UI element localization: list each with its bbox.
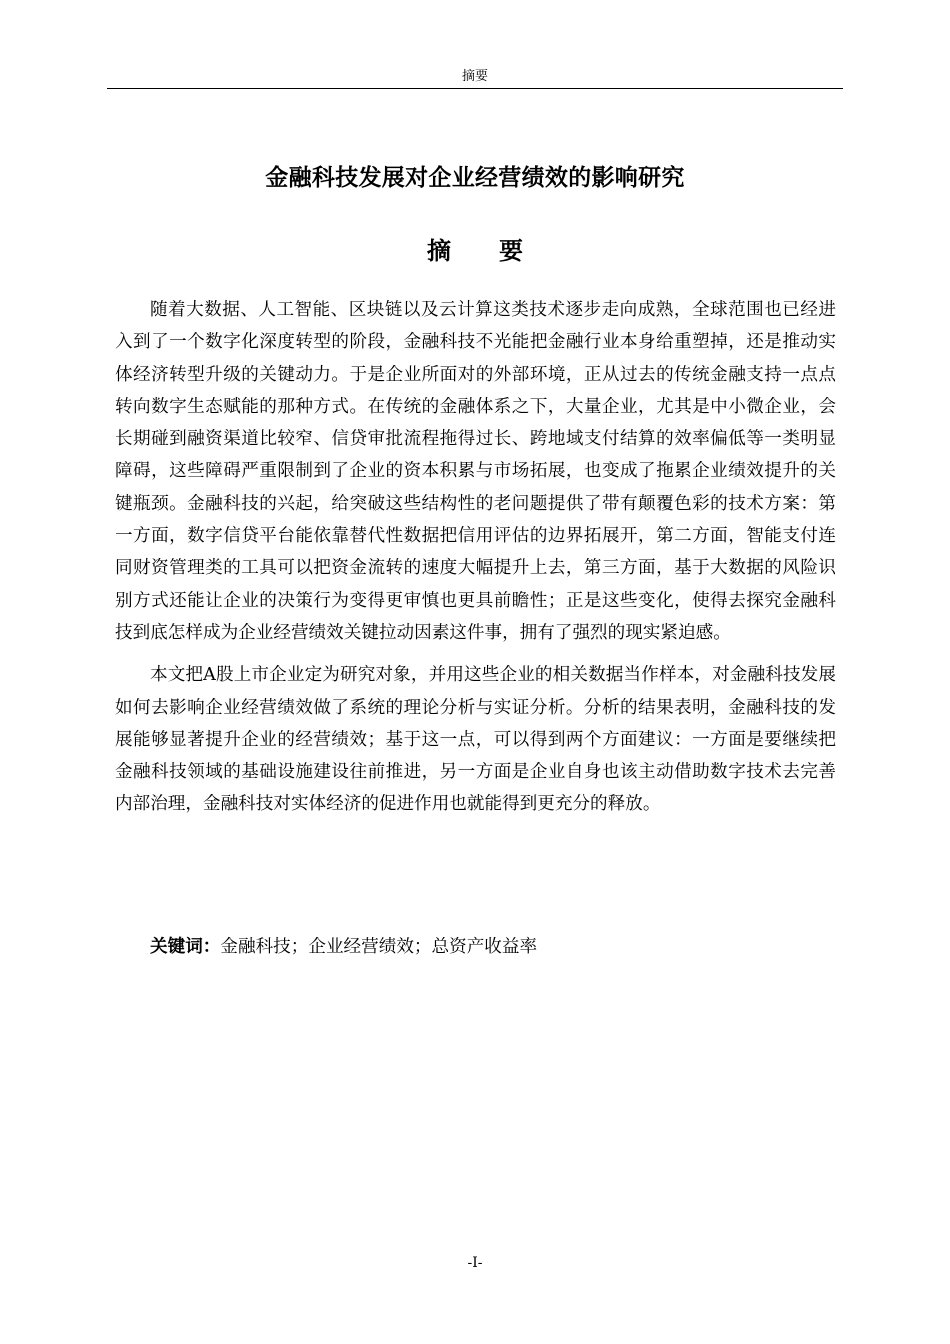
abstract-body: [115, 294, 836, 831]
abstract-paragraph-1: 随着大数据、人工智能、区块链以及云计算这类技术逐步走向成熟，全球范围也已经进入到了一个数字化深度转型的阶段，金融科技不光能把金融行业本身给重塑掉，还是推动实体经济转型升级的关键动力。于是企业所面对的外部环境，正从过去的传统金融支持一点点转向数字生态赋能的那种方式。在传统的金融体系之下，大量企业，尤其是中小微企业，会长期碰到融资渠道比较窄、信贷审批流程拖得过长、跨地域支付结算的效率偏低等一类明显障碍，这些障碍严重限制到了企业的资本积累与市场拓展，也变成了拖累企业绩效提升的关键瓶颈。金融科技的兴起，给突破这些结构性的老问题提供了带有颠覆色彩的技术方案：第一方面，数字信贷平台能依靠替代性数据把信用评估的边界拓展开，第二方面，智能支付连同财资管理类的工具可以把资金流转的速度大幅提升上去，第三方面，基于大数据的风险识别方式还能让企业的决策行为变得更审慎也更具前瞻性；正是这些变化，使得去探究金融科技到底怎样成为企业经营绩效关键拉动因素这件事，拥有了强烈的现实紧迫感。: [115, 300, 836, 643]
paper-title: 金融科技发展对企业经营绩效的影响研究: [265, 165, 685, 191]
page-number: -I-: [467, 1255, 483, 1271]
header-rule: [107, 88, 843, 89]
abstract-paragraph-2: 本文把A股上市企业定为研究对象，并用这些企业的相关数据当作样本，对金融科技发展如何去影响企业经营绩效做了系统的理论分析与实证分析。分析的结果表明，金融科技的发展能够显著提升企业的经营绩效；基于这一点，可以得到两个方面建议：一方面是要继续把金融科技领域的基础设施建设往前推进，另一方面是企业自身也该主动借助数字技术去完善内部治理，金融科技对实体经济的促进作用也就能得到更充分的释放。: [115, 665, 836, 815]
running-header: 摘要: [461, 69, 488, 84]
keywords-value: 金融科技；企业经营绩效；总资产收益率: [220, 937, 538, 957]
keywords-line: [150, 931, 840, 963]
keywords-label: 关键词：: [150, 937, 221, 957]
abstract-heading: 摘要: [427, 237, 571, 265]
